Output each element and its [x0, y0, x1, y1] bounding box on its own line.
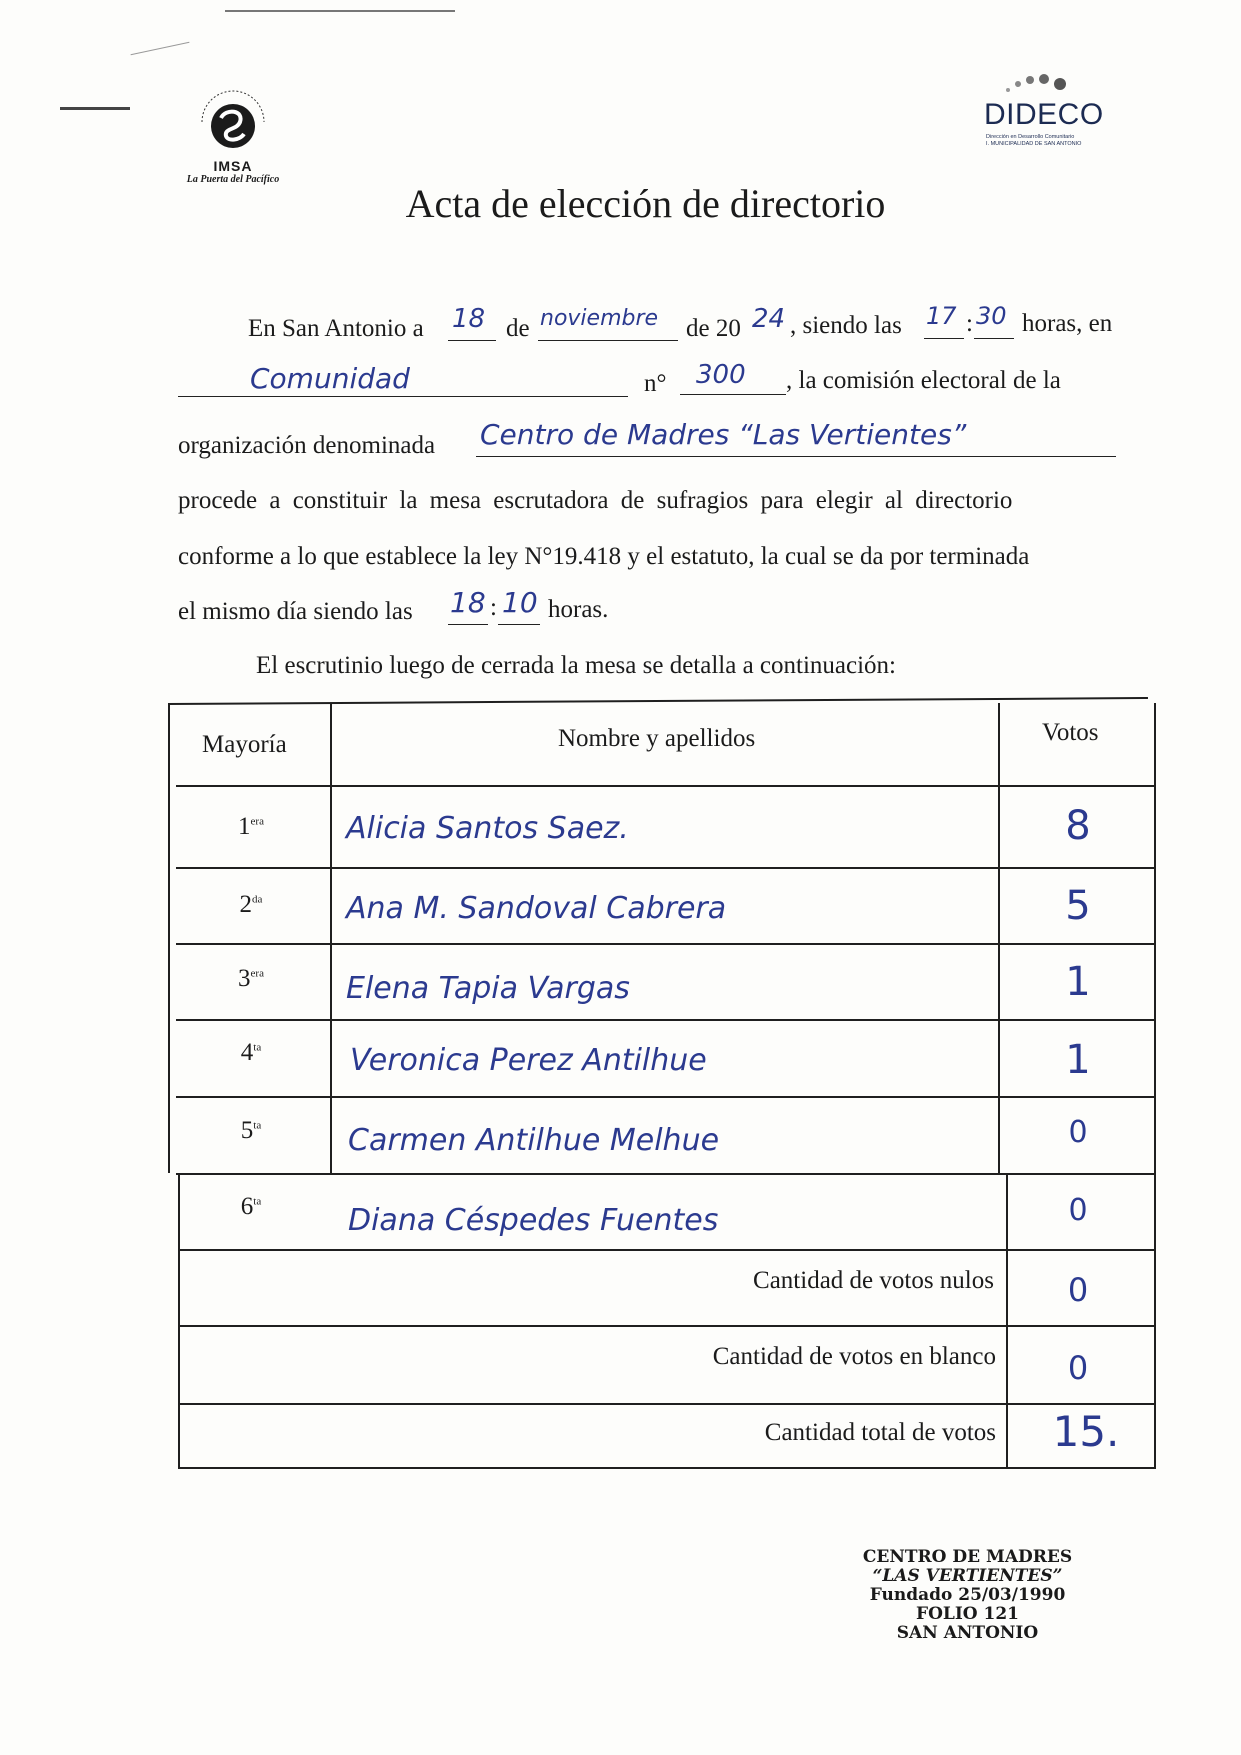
- table-border: [176, 1173, 1156, 1175]
- handwritten-number: 300: [696, 360, 746, 390]
- handwritten-place: Comunidad: [250, 362, 410, 395]
- handwritten-min-start: 30: [976, 302, 1007, 330]
- stamp-line2: “LAS VERTIENTES”: [872, 1566, 1063, 1586]
- rank-suffix: ta: [253, 1041, 262, 1054]
- candidate-name: Carmen Antilhue Melhue: [348, 1123, 720, 1158]
- table-border: [998, 703, 1000, 1173]
- candidate-votes: 8: [1065, 803, 1091, 849]
- table-border: [176, 785, 1156, 787]
- table-row-rank: [176, 1039, 326, 1067]
- imsa-logo: [168, 82, 298, 192]
- table-border: [1006, 1173, 1008, 1469]
- imsa-name: IMSA: [213, 158, 253, 174]
- para-line2-b: , la comisión electoral de la: [786, 367, 1061, 394]
- table-border: [178, 1325, 1156, 1327]
- rank-number: 2: [239, 891, 253, 918]
- rank-number: 3: [238, 965, 251, 992]
- dideco-subtitle-line1: Dirección en Desarrollo Comunitario: [986, 134, 1075, 140]
- table-border: [168, 697, 1148, 705]
- handwritten-min-end: 10: [502, 586, 538, 619]
- candidate-votes: 5: [1065, 883, 1091, 929]
- table-border: [168, 703, 170, 1173]
- candidate-votes: 1: [1065, 959, 1091, 1005]
- para-line3-a: organización denominada: [178, 432, 436, 459]
- table-border: [178, 1467, 1156, 1469]
- rank-number: 5: [240, 1117, 254, 1144]
- table-border: [1154, 703, 1156, 1469]
- total-votes-value: 15.: [1052, 1407, 1120, 1456]
- table-row-rank: [176, 813, 326, 841]
- null-votes-value: 0: [1067, 1271, 1089, 1309]
- para-line1-a: En San Antonio a: [248, 315, 424, 342]
- handwritten-year: 24: [752, 304, 786, 334]
- para-line7: El escrutinio luego de cerrada la mesa se detalla a continuación:: [256, 652, 897, 679]
- para-line6-a: el mismo día siendo las: [178, 598, 413, 625]
- rank-number: 6: [240, 1193, 254, 1220]
- table-border: [330, 703, 332, 785]
- table-border: [176, 943, 1156, 945]
- table-border: [178, 1249, 1156, 1251]
- candidate-name: Ana M. Sandoval Cabrera: [346, 891, 727, 926]
- table-row-rank: [176, 965, 326, 993]
- para-line1-b: de: [506, 315, 530, 342]
- candidate-votes: 0: [1068, 1115, 1088, 1150]
- blank-votes-label: Cantidad de votos en blanco: [712, 1343, 996, 1370]
- candidate-name: Alicia Santos Saez.: [346, 811, 629, 846]
- scan-mark-line: [60, 107, 130, 110]
- candidate-votes: 1: [1065, 1037, 1091, 1083]
- para-line1-d: , siendo las: [790, 312, 902, 339]
- rank-number: 4: [240, 1039, 254, 1066]
- imsa-emblem-icon: [188, 82, 278, 160]
- candidate-name: Diana Céspedes Fuentes: [348, 1203, 719, 1238]
- para-line6-b: horas.: [548, 596, 609, 623]
- header-votes: Votos: [1042, 719, 1099, 746]
- table-border: [176, 867, 1156, 869]
- dideco-name: DIDECO: [984, 98, 1104, 131]
- rank-number: 1: [238, 813, 251, 840]
- total-votes-label: Cantidad total de votos: [764, 1419, 996, 1446]
- null-votes-label: Cantidad de votos nulos: [753, 1267, 994, 1294]
- para-line4: procede a constituir la mesa escrutadora de sufragios para elegir al directorio: [178, 487, 1013, 514]
- dideco-logo: [980, 70, 1110, 160]
- document-title: Acta de elección de directorio: [405, 181, 886, 226]
- handwritten-hour-end: 18: [450, 586, 486, 619]
- handwritten-org-name: Centro de Madres “Las Vertientes”: [480, 418, 967, 451]
- stamp-line4: FOLIO 121: [916, 1604, 1019, 1624]
- table-row-rank: [176, 1193, 326, 1221]
- candidate-name: Elena Tapia Vargas: [346, 971, 630, 1006]
- results-table: [168, 703, 1156, 1468]
- scan-mark-line: [225, 10, 455, 12]
- table-row-rank: [176, 1117, 326, 1145]
- scan-mark-line: [131, 42, 190, 55]
- handwritten-month: noviembre: [540, 306, 659, 331]
- rank-suffix: era: [250, 815, 264, 828]
- header-rank: Mayoría: [202, 731, 287, 758]
- handwritten-hour-start: 17: [926, 302, 957, 330]
- organization-stamp: [860, 1548, 1075, 1643]
- dideco-dots-icon: [1000, 70, 1080, 100]
- stamp-line1: CENTRO DE MADRES: [862, 1547, 1073, 1567]
- stamp-line3: Fundado 25/03/1990: [869, 1585, 1066, 1605]
- header-name: Nombre y apellidos: [558, 725, 756, 752]
- dideco-subtitle-line2: I. MUNICIPALIDAD DE SAN ANTONIO: [986, 141, 1082, 147]
- time-separator: :: [966, 310, 973, 337]
- table-border: [176, 1019, 1156, 1021]
- handwritten-day: 18: [452, 304, 486, 334]
- imsa-slogan: La Puerta del Pacífico: [186, 174, 280, 185]
- rank-suffix: era: [250, 967, 264, 980]
- time-separator-end: :: [490, 594, 497, 621]
- table-border: [330, 785, 332, 1173]
- para-line2-a: n°: [644, 370, 667, 397]
- candidate-name: Veronica Perez Antilhue: [350, 1043, 707, 1078]
- para-line1-c: de 20: [686, 315, 741, 342]
- para-line1-e: horas, en: [1022, 310, 1113, 337]
- table-border: [176, 1096, 1156, 1098]
- rank-suffix: ta: [253, 1119, 262, 1132]
- para-line5: conforme a lo que establece la ley N°19.418 y el estatuto, la cual se da por terminada: [178, 543, 1030, 570]
- rank-suffix: da: [252, 893, 263, 906]
- dideco-subtitle: [986, 134, 1116, 148]
- blank-votes-value: 0: [1067, 1349, 1089, 1387]
- stamp-line5: SAN ANTONIO: [896, 1623, 1039, 1643]
- rank-suffix: ta: [253, 1195, 262, 1208]
- candidate-votes: 0: [1068, 1193, 1088, 1228]
- table-row-rank: [176, 891, 326, 919]
- table-border: [178, 1403, 1156, 1405]
